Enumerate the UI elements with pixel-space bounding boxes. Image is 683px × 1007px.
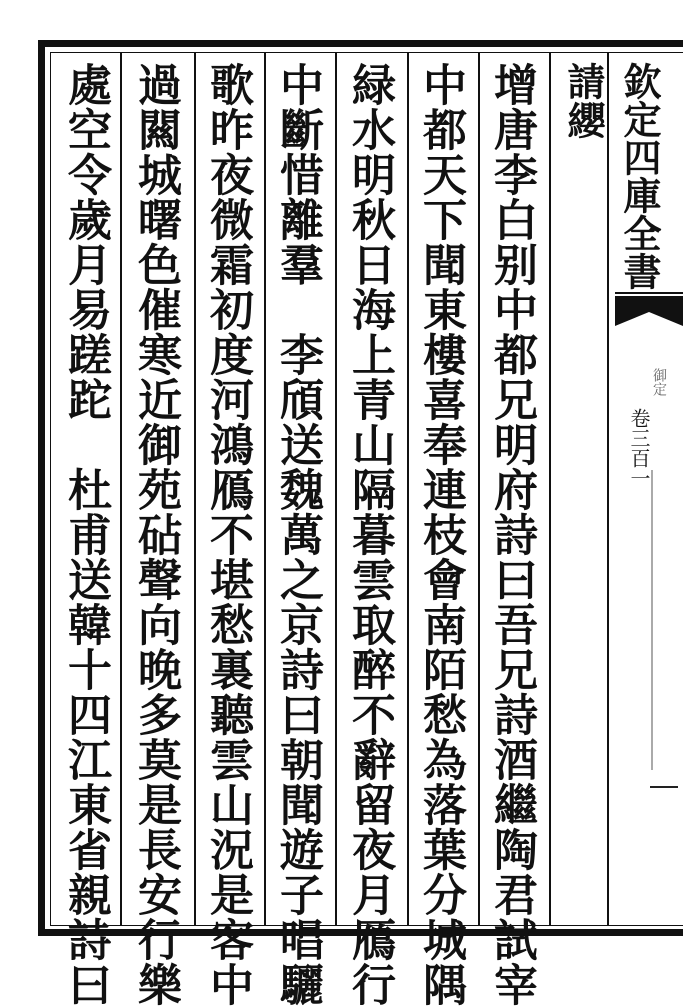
text-column-6: 歌昨夜微霜初度河鴻鴈不堪愁裏聽雲山況是客中 — [202, 62, 253, 1007]
banxin-tick — [650, 786, 678, 788]
column-divider — [407, 52, 409, 926]
text-column-5: 中斷惜離羣 李頎送魏萬之京詩曰朝聞遊子唱驪 — [272, 62, 323, 1007]
text-column-7: 過闗城曙色催寒近御苑砧聲向晚多莫是長安行樂 — [130, 62, 181, 1007]
column-divider — [120, 52, 122, 926]
column-divider — [194, 52, 196, 926]
text-column-8: 處空令歲月易蹉跎 杜甫送韓十四江東省親詩曰 — [60, 62, 111, 1007]
banxin-faded-text: 御定 — [651, 368, 667, 396]
text-column-2: 增唐李白别中都兄明府詩曰吾兄詩酒繼陶君試宰 — [486, 62, 537, 1007]
fish-tail-mark-icon — [615, 292, 683, 330]
column-divider — [478, 52, 480, 926]
banxin-rule — [651, 470, 653, 770]
book-title: 欽定四庫全書 — [617, 62, 662, 290]
text-column-4: 緑水明秋日海上青山隔暮雲取醉不辭留夜月鴈行 — [344, 62, 395, 1007]
column-divider — [335, 52, 337, 926]
text-column-1: 請纓 — [561, 62, 606, 140]
banxin-divider — [607, 52, 609, 926]
volume-number: 卷三百一 — [627, 408, 651, 488]
column-divider — [264, 52, 266, 926]
column-divider — [549, 52, 551, 926]
text-column-3: 中都天下聞東樓喜奉連枝會南陌愁為落葉分城隅 — [415, 62, 466, 1007]
